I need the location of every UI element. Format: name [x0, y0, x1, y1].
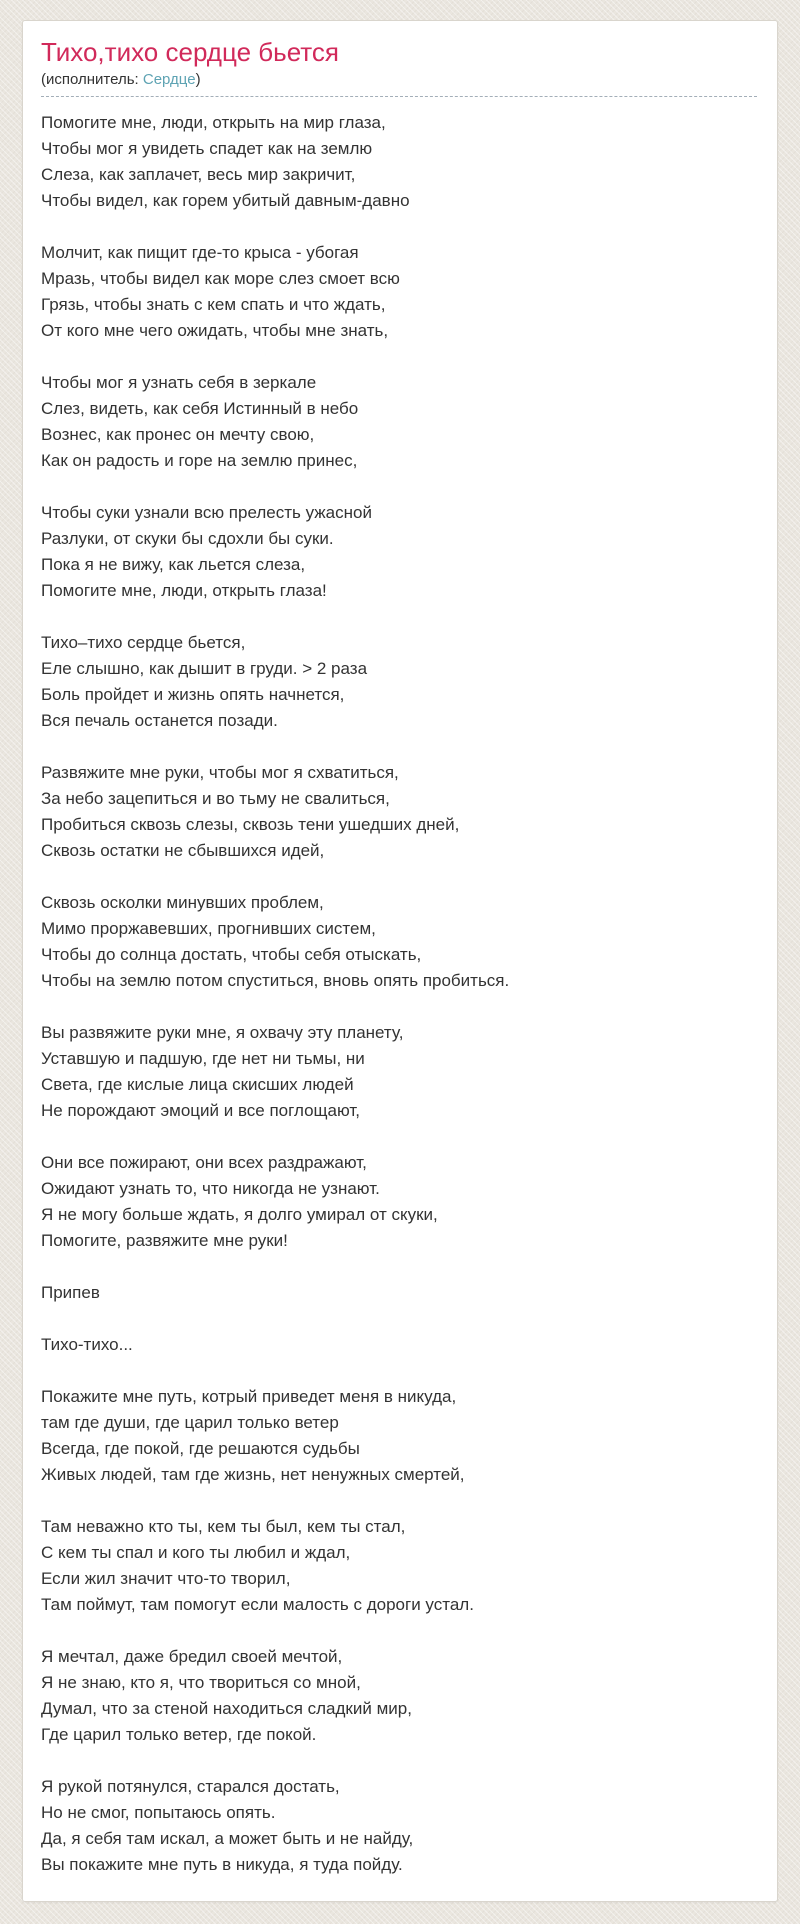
- stanza: [41, 1644, 757, 1748]
- lyric-line: Там поймут, там помогут если малость с дороги устал.: [41, 1595, 474, 1614]
- lyric-line: Чтобы видел, как горем убитый давным-давно: [41, 191, 410, 210]
- lyric-line: Чтобы на землю потом спуститься, вновь опять пробиться.: [41, 971, 510, 990]
- lyric-line: Я не знаю, кто я, что твориться со мной,: [41, 1673, 361, 1692]
- lyric-line: Чтобы суки узнали всю прелесть ужасной: [41, 503, 372, 522]
- lyric-line: Думал, что за стеной находиться сладкий мир,: [41, 1699, 412, 1718]
- lyrics-card: [22, 20, 778, 1902]
- lyric-line: Да, я себя там искал, а может быть и не найду,: [41, 1829, 414, 1848]
- stanza: [41, 760, 757, 864]
- lyric-line: Слез, видеть, как себя Истинный в небо: [41, 399, 359, 418]
- lyric-line: Всегда, где покой, где решаются судьбы: [41, 1439, 360, 1458]
- lyric-line: Ожидают узнать то, что никогда не узнают.: [41, 1179, 380, 1198]
- stanza: [41, 1020, 757, 1124]
- lyric-line: Мразь, чтобы видел как море слез смоет всю: [41, 269, 400, 288]
- lyric-line: Молчит, как пищит где-то крыса - убогая: [41, 243, 359, 262]
- lyric-line: Где царил только ветер, где покой.: [41, 1725, 317, 1744]
- stanza: [41, 1332, 757, 1358]
- lyric-line: Пока я не вижу, как льется слеза,: [41, 555, 306, 574]
- stanza: [41, 1514, 757, 1618]
- stanza: [41, 1384, 757, 1488]
- lyric-line: Они все пожирают, они всех раздражают,: [41, 1153, 367, 1172]
- lyric-line: Боль пройдет и жизнь опять начнется,: [41, 685, 345, 704]
- lyrics-text: [41, 110, 757, 1878]
- lyric-line: Помогите мне, люди, открыть глаза!: [41, 581, 327, 600]
- lyric-line: Слеза, как заплачет, весь мир закричит,: [41, 165, 356, 184]
- lyric-line: Уставшую и падшую, где нет ни тьмы, ни: [41, 1049, 365, 1068]
- lyric-line: Тихо–тихо сердце бьется,: [41, 633, 246, 652]
- lyric-line: Припев: [41, 1283, 100, 1302]
- stanza: [41, 370, 757, 474]
- lyric-line: За небо зацепиться и во тьму не свалиться,: [41, 789, 390, 808]
- lyric-line: Чтобы до солнца достать, чтобы себя отыскать,: [41, 945, 422, 964]
- lyric-line: Помогите мне, люди, открыть на мир глаза,: [41, 113, 386, 132]
- page-title: Тихо,тихо сердце бьется: [41, 37, 339, 67]
- stanza: [41, 630, 757, 734]
- lyric-line: С кем ты спал и кого ты любил и ждал,: [41, 1543, 351, 1562]
- stanza: [41, 110, 757, 214]
- artist-label-prefix: (исполнитель:: [41, 71, 143, 88]
- lyric-line: Грязь, чтобы знать с кем спать и что ждать,: [41, 295, 386, 314]
- lyric-line: Но не смог, попытаюсь опять.: [41, 1803, 276, 1822]
- lyric-line: Тихо-тихо...: [41, 1335, 133, 1354]
- lyric-line: Сквозь осколки минувших проблем,: [41, 893, 324, 912]
- lyric-line: Вся печаль останется позади.: [41, 711, 278, 730]
- lyric-line: Я рукой потянулся, старался достать,: [41, 1777, 340, 1796]
- artist-link[interactable]: Сердце: [142, 71, 196, 88]
- lyric-line: Вы покажите мне путь в никуда, я туда пойду.: [41, 1855, 403, 1874]
- lyric-line: Сквозь остатки не сбывшихся идей,: [41, 841, 325, 860]
- lyric-line: Пробиться сквозь слезы, сквозь тени ушедших дней,: [41, 815, 460, 834]
- stanza: [41, 1150, 757, 1254]
- lyric-line: Помогите, развяжите мне руки!: [41, 1231, 288, 1250]
- lyric-line: Вознес, как пронес он мечту свою,: [41, 425, 315, 444]
- lyric-line: Я не могу больше ждать, я долго умирал от скуки,: [41, 1205, 438, 1224]
- lyric-line: Чтобы мог я узнать себя в зеркале: [41, 373, 317, 392]
- lyric-line: Если жил значит что-то творил,: [41, 1569, 291, 1588]
- lyric-line: Не порождают эмоций и все поглощают,: [41, 1101, 360, 1120]
- stanza: [41, 1774, 757, 1878]
- lyric-line: там где души, где царил только ветер: [41, 1413, 339, 1432]
- stanza: [41, 500, 757, 604]
- lyric-line: Там неважно кто ты, кем ты был, кем ты стал,: [41, 1517, 406, 1536]
- lyric-line: Мимо проржавевших, прогнивших систем,: [41, 919, 376, 938]
- stanza: [41, 240, 757, 344]
- lyric-line: Живых людей, там где жизнь, нет ненужных смертей,: [41, 1465, 465, 1484]
- lyric-line: Чтобы мог я увидеть спадет как на землю: [41, 139, 373, 158]
- lyric-line: От кого мне чего ожидать, чтобы мне знать,: [41, 321, 389, 340]
- artist-line: [41, 70, 757, 97]
- lyric-line: Я мечтал, даже бредил своей мечтой,: [41, 1647, 343, 1666]
- lyric-line: Развяжите мне руки, чтобы мог я схватиться,: [41, 763, 399, 782]
- lyric-line: Разлуки, от скуки бы сдохли бы суки.: [41, 529, 334, 548]
- stanza: [41, 890, 757, 994]
- lyric-line: Как он радость и горе на землю принес,: [41, 451, 358, 470]
- lyric-line: Вы развяжите руки мне, я охвачу эту планету,: [41, 1023, 404, 1042]
- lyric-line: Света, где кислые лица скисших людей: [41, 1075, 354, 1094]
- lyric-line: Покажите мне путь, котрый приведет меня в никуда,: [41, 1387, 457, 1406]
- stanza: [41, 1280, 757, 1306]
- lyric-line: Еле слышно, как дышит в груди. > 2 раза: [41, 659, 368, 678]
- artist-label-suffix: ): [195, 71, 201, 88]
